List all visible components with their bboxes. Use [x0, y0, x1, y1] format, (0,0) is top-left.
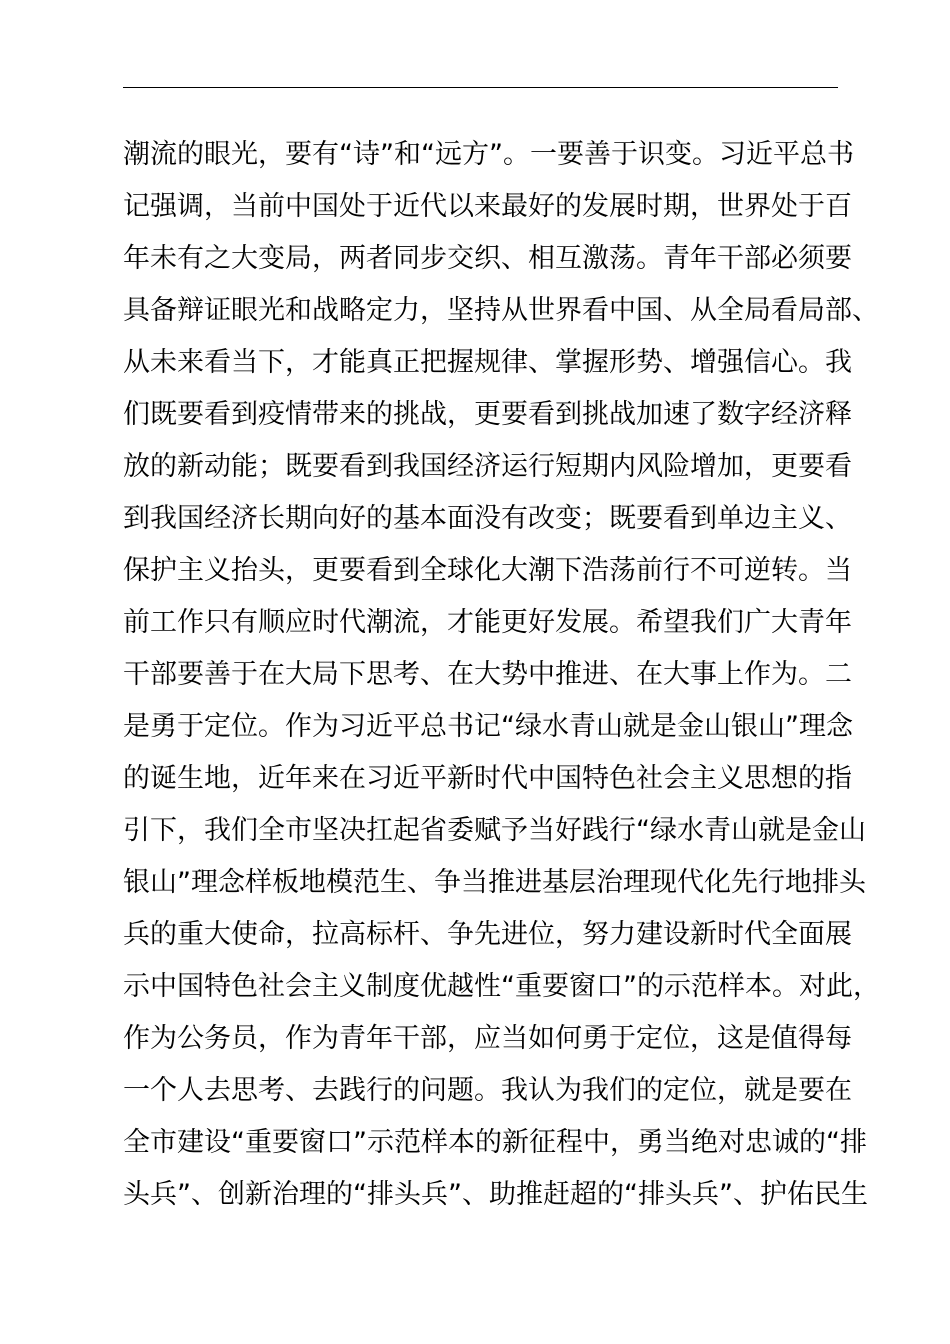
text-line: 头兵”、创新治理的“排头兵”、助推赶超的“排头兵”、护佑民生 — [123, 1179, 868, 1210]
header-rule — [123, 87, 838, 88]
text-line: 是勇于定位。作为习近平总书记“绿水青山就是金山银山”理念 — [123, 711, 853, 742]
text-line: 记强调，当前中国处于近代以来最好的发展时期，世界处于百 — [123, 191, 852, 222]
body-text — [123, 129, 880, 1221]
text-line: 示中国特色社会主义制度优越性“重要窗口”的示范样本。对此， — [123, 971, 880, 1002]
text-line: 到我国经济长期向好的基本面没有改变；既要看到单边主义、 — [123, 503, 852, 534]
text-line: 干部要善于在大局下思考、在大势中推进、在大事上作为。二 — [123, 659, 852, 690]
text-line: 一个人去思考、去践行的问题。我认为我们的定位，就是要在 — [123, 1075, 852, 1106]
text-line: 年未有之大变局，两者同步交织、相互激荡。青年干部必须要 — [123, 243, 852, 274]
text-line: 的诞生地，近年来在习近平新时代中国特色社会主义思想的指 — [123, 763, 852, 794]
text-line: 们既要看到疫情带来的挑战，更要看到挑战加速了数字经济释 — [123, 399, 852, 430]
text-line: 具备辩证眼光和战略定力，坚持从世界看中国、从全局看局部、 — [123, 295, 879, 326]
text-line: 引下，我们全市坚决扛起省委赋予当好践行“绿水青山就是金山 — [123, 815, 866, 846]
text-line: 保护主义抬头，更要看到全球化大潮下浩荡前行不可逆转。当 — [123, 555, 852, 586]
text-line: 放的新动能；既要看到我国经济运行短期内风险增加，更要看 — [123, 451, 852, 482]
text-line: 前工作只有顺应时代潮流，才能更好发展。希望我们广大青年 — [123, 607, 852, 638]
text-line: 银山”理念样板地模范生、争当推进基层治理现代化先行地排头 — [123, 867, 866, 898]
text-line: 全市建设“重要窗口”示范样本的新征程中，勇当绝对忠诚的“排 — [123, 1127, 867, 1158]
text-line: 从未来看当下，才能真正把握规律、掌握形势、增强信心。我 — [123, 347, 852, 378]
text-line: 作为公务员，作为青年干部，应当如何勇于定位，这是值得每 — [123, 1023, 852, 1054]
text-line: 潮流的眼光，要有“诗”和“远方”。一要善于识变。习近平总书 — [123, 139, 854, 170]
text-line: 兵的重大使命，拉高标杆、争先进位，努力建设新时代全面展 — [123, 919, 852, 950]
